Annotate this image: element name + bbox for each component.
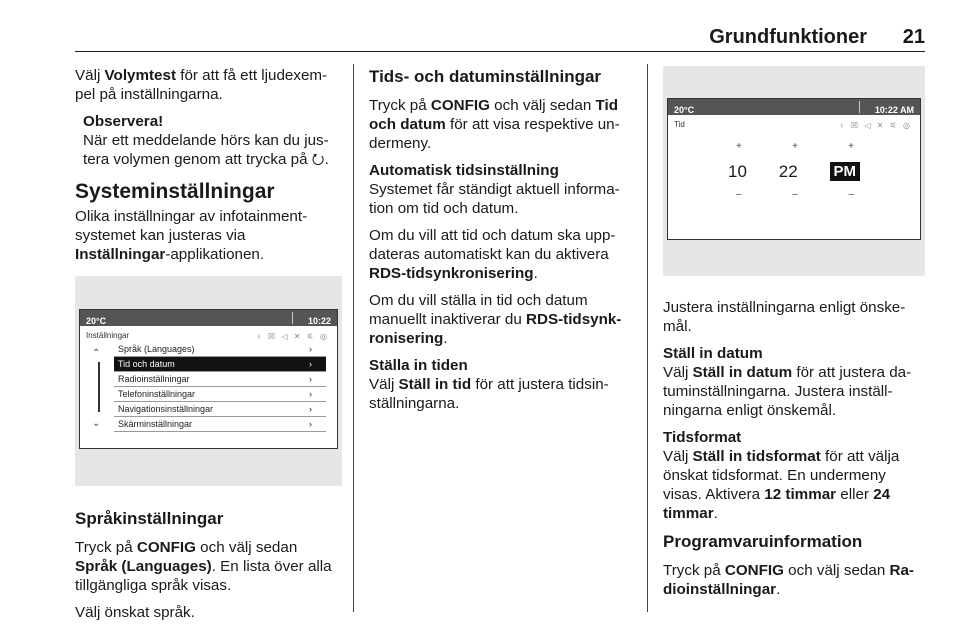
scroll-down-icon[interactable]: ⌄ xyxy=(92,418,101,429)
paragraph: Välj önskat språk. xyxy=(75,604,195,621)
temperature-label: 20°C xyxy=(86,316,107,326)
subheading: Ställa in tiden xyxy=(369,357,468,374)
temperature-label: 20°C xyxy=(674,105,695,115)
column-divider xyxy=(353,64,354,612)
minute-plus-button[interactable]: + xyxy=(792,141,798,152)
page-number: 21 xyxy=(902,26,925,48)
column-divider xyxy=(647,64,648,612)
time-screen-figure xyxy=(663,66,925,276)
hour-plus-button[interactable]: + xyxy=(736,141,742,152)
screen-subtitle: Tid ♀ ☒ ◁ ✕ ⚟ ◎ xyxy=(668,115,920,128)
paragraph: Tryck på CONFIG och välj sedan Tid och datum för att visa respektive un-dermeny. xyxy=(369,97,620,152)
clock-label: 10:22 AM xyxy=(874,105,914,115)
note-box: Observera! När ett meddelande hörs kan du jus-tera volymen genom att trycka på ⭮. xyxy=(75,112,342,169)
paragraph: Välj Ställ in tidsformat för att välja önskat tidsformat. En undermeny visas. Aktivera 12 timmar eller 24 timmar. xyxy=(663,448,900,522)
minute-minus-button[interactable]: – xyxy=(792,189,798,200)
chevron-right-icon: › xyxy=(309,419,312,429)
paragraph: Välj Ställ in tid för att justera tidsin-ställningarna. xyxy=(369,376,609,412)
menu-item-radio[interactable]: Radioinställningar › xyxy=(114,372,326,387)
section-heading: Systeminställningar xyxy=(75,180,275,203)
page-header xyxy=(75,26,925,52)
section-heading: Programvaruinformation xyxy=(663,532,863,551)
settings-menu xyxy=(114,342,326,432)
page-title: Grundfunktioner xyxy=(709,26,867,48)
ampm-minus-button[interactable]: – xyxy=(848,189,854,200)
display-screen xyxy=(667,98,921,240)
ampm-value: PM xyxy=(830,162,861,181)
paragraph: Välj Ställ in datum för att justera da-tuminställningarna. Justera inställ-ningarna enligt önskemål. xyxy=(663,364,912,419)
paragraph: Justera inställningarna enligt önske-mål. xyxy=(663,299,906,335)
section-heading: Tids- och datuminställningar xyxy=(369,67,602,86)
power-icon: ⭮ xyxy=(311,151,325,168)
paragraph: Tryck på CONFIG och välj sedan Språk (Languages). En lista över alla tillgängliga språk visas. xyxy=(75,539,332,594)
ampm-plus-button[interactable]: + xyxy=(848,141,854,152)
status-bar xyxy=(668,99,920,115)
status-icons: ♀ ☒ ◁ ✕ ⚟ ◎ xyxy=(838,121,912,130)
subheading: Automatisk tidsinställning xyxy=(369,162,559,179)
subheading: Ställ in datum xyxy=(663,345,763,362)
menu-item-phone[interactable]: Telefoninställningar › xyxy=(114,387,326,402)
paragraph: Tryck på CONFIG och välj sedan Ra-dioinställningar. xyxy=(663,562,914,598)
chevron-right-icon: › xyxy=(309,374,312,384)
column-2 xyxy=(369,66,634,421)
chevron-right-icon: › xyxy=(309,359,312,369)
display-screen xyxy=(79,309,338,449)
chevron-right-icon: › xyxy=(309,404,312,414)
screen-subtitle: Inställningar ♀ ☒ ◁ ✕ ⚟ ◎ xyxy=(80,326,337,339)
time-setter xyxy=(728,137,868,205)
settings-screen-figure xyxy=(75,276,342,486)
column-1 xyxy=(75,66,342,630)
chevron-right-icon: › xyxy=(309,344,312,354)
subheading: Tidsformat xyxy=(663,429,742,446)
hour-minus-button[interactable]: – xyxy=(736,189,742,200)
paragraph: Om du vill ställa in tid och datum manuellt inaktiverar du RDS-tidsynk-ronisering. xyxy=(369,292,622,347)
section-heading: Språkinställningar xyxy=(75,509,224,528)
menu-item-navigation[interactable]: Navigationsinställningar › xyxy=(114,402,326,417)
menu-item-language[interactable]: Språk (Languages) › xyxy=(114,342,326,357)
paragraph: Välj Volymtest för att få ett ljudexem-pel på inställningarna. xyxy=(75,67,328,103)
menu-item-display[interactable]: Skärminställningar › xyxy=(114,417,326,432)
minute-value: 22 xyxy=(778,161,798,181)
paragraph: Systemet får ständigt aktuell informa-tion om tid och datum. xyxy=(369,181,620,217)
menu-item-time-date[interactable]: Tid och datum › xyxy=(114,357,326,372)
chevron-right-icon: › xyxy=(309,389,312,399)
status-bar xyxy=(80,310,337,326)
clock-label: 10:22 xyxy=(307,316,331,326)
hour-value: 10 xyxy=(728,161,747,181)
paragraph: Olika inställningar av infotainment-systemet kan justeras via Inställningar-applikationen. xyxy=(75,208,308,263)
note-title: Observera! xyxy=(83,113,164,130)
scroll-up-icon[interactable]: ⌃ xyxy=(92,348,101,359)
column-3 xyxy=(663,66,927,607)
paragraph: Om du vill att tid och datum ska upp-dateras automatiskt kan du aktivera RDS-tidsynkronisering. xyxy=(369,227,616,282)
scrollbar[interactable] xyxy=(98,362,100,412)
status-icons: ♀ ☒ ◁ ✕ ⚟ ◎ xyxy=(255,332,329,341)
